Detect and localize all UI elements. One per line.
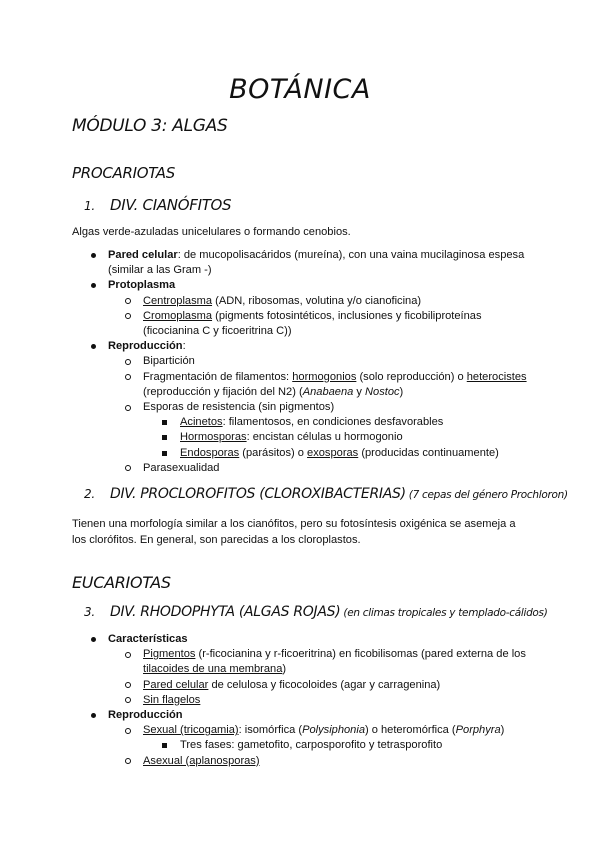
term: Pigmentos bbox=[143, 648, 196, 661]
species: Anabaena bbox=[302, 385, 354, 398]
term: heterocistes bbox=[466, 370, 527, 383]
esporas-sublist bbox=[143, 415, 538, 461]
section-note: (en climas tropicales y templado-cálidos) bbox=[340, 607, 548, 619]
section-note: (7 cepas del género Prochloron) bbox=[405, 489, 568, 501]
term: hormogonios bbox=[292, 370, 357, 383]
list-item-acinetos bbox=[180, 415, 538, 430]
text: Esporas de resistencia (sin pigmentos) bbox=[143, 401, 335, 414]
list-item-reproduccion bbox=[108, 339, 538, 476]
list-item-sexual bbox=[143, 723, 538, 753]
caracteristicas-sublist bbox=[108, 647, 538, 708]
text: Bipartición bbox=[143, 355, 195, 368]
list-item-tres-fases bbox=[180, 738, 538, 753]
text: y bbox=[353, 385, 366, 398]
species: Polysiphonia bbox=[302, 724, 365, 737]
cianofitos-heading bbox=[84, 196, 231, 214]
reproduccion-sublist bbox=[108, 354, 538, 476]
text: ) bbox=[500, 724, 505, 737]
list-item-pared bbox=[143, 678, 538, 693]
term: Sin flagelos bbox=[143, 693, 201, 706]
section-number: 3. bbox=[84, 605, 95, 619]
text: de celulosa y ficocoloides (agar y carragenina) bbox=[208, 678, 441, 691]
term: Sexual (tricogamia) bbox=[143, 724, 239, 737]
label: Reproducción bbox=[108, 709, 183, 722]
term: Asexual (aplanosporas) bbox=[143, 754, 260, 767]
text: Fragmentación de filamentos: bbox=[143, 370, 293, 383]
list-item-sin-flagelos bbox=[143, 693, 538, 708]
list-item-asexual bbox=[143, 754, 538, 769]
term: tilacoides de una membrana bbox=[143, 663, 283, 676]
text: Parasexualidad bbox=[143, 461, 220, 474]
eucariotas-heading: EUCARIOTAS bbox=[72, 573, 171, 592]
label: Protoplasma bbox=[108, 279, 176, 292]
text: (ADN, ribosomas, volutina y/o cianoficina) bbox=[212, 294, 422, 307]
section-number: 1. bbox=[84, 199, 95, 213]
protoplasma-sublist bbox=[108, 294, 538, 340]
cianofitos-list bbox=[108, 248, 538, 476]
list-item-centroplasma bbox=[143, 294, 538, 309]
list-item-protoplasma bbox=[108, 278, 538, 339]
text: (parásitos) o bbox=[239, 446, 308, 459]
list-item-esporas bbox=[143, 400, 538, 461]
list-item-pared bbox=[108, 248, 538, 278]
term: Cromoplasma bbox=[143, 309, 213, 322]
rhodophyta-list bbox=[108, 632, 538, 769]
text: (pigments fotosintéticos, inclusiones y ficobiliproteínas (ficocianina C y ficoeritrina C)) bbox=[143, 309, 482, 338]
list-item-endosporas bbox=[180, 446, 538, 461]
text: ) bbox=[282, 663, 287, 676]
term: Centroplasma bbox=[143, 294, 213, 307]
label: Características bbox=[108, 633, 188, 645]
text: : bbox=[182, 340, 186, 353]
term: Acinetos bbox=[180, 416, 223, 429]
term: Hormosporas bbox=[180, 431, 247, 444]
text: : isomórfica ( bbox=[238, 724, 303, 737]
term: Endosporas bbox=[180, 446, 240, 459]
section-title: DIV. PROCLOROFITOS (CLOROXIBACTERIAS) bbox=[110, 486, 406, 502]
text: ) bbox=[399, 385, 404, 398]
text: : encistan células u hormogonio bbox=[246, 431, 403, 444]
list-item-caracteristicas bbox=[108, 632, 538, 708]
list-item-cromoplasma bbox=[143, 309, 538, 339]
rhodophyta-heading bbox=[84, 604, 548, 620]
document-title: BOTÁNICA bbox=[229, 74, 371, 105]
reproduccion-sublist bbox=[108, 723, 538, 769]
term: Pared celular bbox=[143, 678, 209, 691]
section-title: DIV. RHODOPHYTA (ALGAS ROJAS) bbox=[110, 604, 341, 620]
text: : de mucopolisacáridos (mureína), con una vaina mucilaginosa espesa (similar a las Gram -) bbox=[108, 249, 525, 277]
species: Porphyra bbox=[455, 724, 501, 737]
text: (solo reproducción) o bbox=[356, 370, 467, 383]
proclorofitos-heading bbox=[84, 486, 568, 502]
list-item-reproduccion bbox=[108, 708, 538, 769]
list-item-fragmentacion bbox=[143, 370, 538, 400]
proclorofitos-intro: Tienen una morfología similar a los cianófitos, pero su fotosíntesis oxigénica se asemeja a los clorófitos. En general, son parecidas a los cloroplastos. bbox=[72, 518, 516, 546]
section-title: DIV. CIANÓFITOS bbox=[110, 196, 232, 214]
section-number: 2. bbox=[84, 487, 95, 501]
list-item-hormosporas bbox=[180, 430, 538, 445]
list-item-pigmentos bbox=[143, 647, 538, 677]
list-item-biparticion bbox=[143, 354, 538, 369]
sexual-sublist bbox=[143, 738, 538, 753]
text: : filamentosos, en condiciones desfavorables bbox=[222, 416, 444, 429]
term: exosporas bbox=[307, 446, 359, 459]
text: (producidas continuamente) bbox=[358, 446, 499, 459]
label: Reproducción bbox=[108, 340, 183, 353]
species: Nostoc bbox=[365, 385, 400, 398]
text: (reproducción y fijación del N2) ( bbox=[143, 385, 303, 398]
procariotas-heading: PROCARIOTAS bbox=[72, 164, 175, 182]
list-item-parasexualidad bbox=[143, 461, 538, 476]
module-heading: MÓDULO 3: ALGAS bbox=[72, 116, 228, 136]
label: Pared celular bbox=[108, 249, 178, 261]
text: ) o heteromórfica ( bbox=[364, 724, 456, 737]
cianofitos-intro: Algas verde-azuladas unicelulares o formando cenobios. bbox=[72, 226, 351, 238]
text: Tres fases: gametofito, carposporofito y tetrasporofito bbox=[180, 739, 443, 752]
text: (r-ficocianina y r-ficoeritrina) en ficobilisomas (pared externa de los bbox=[195, 648, 526, 661]
